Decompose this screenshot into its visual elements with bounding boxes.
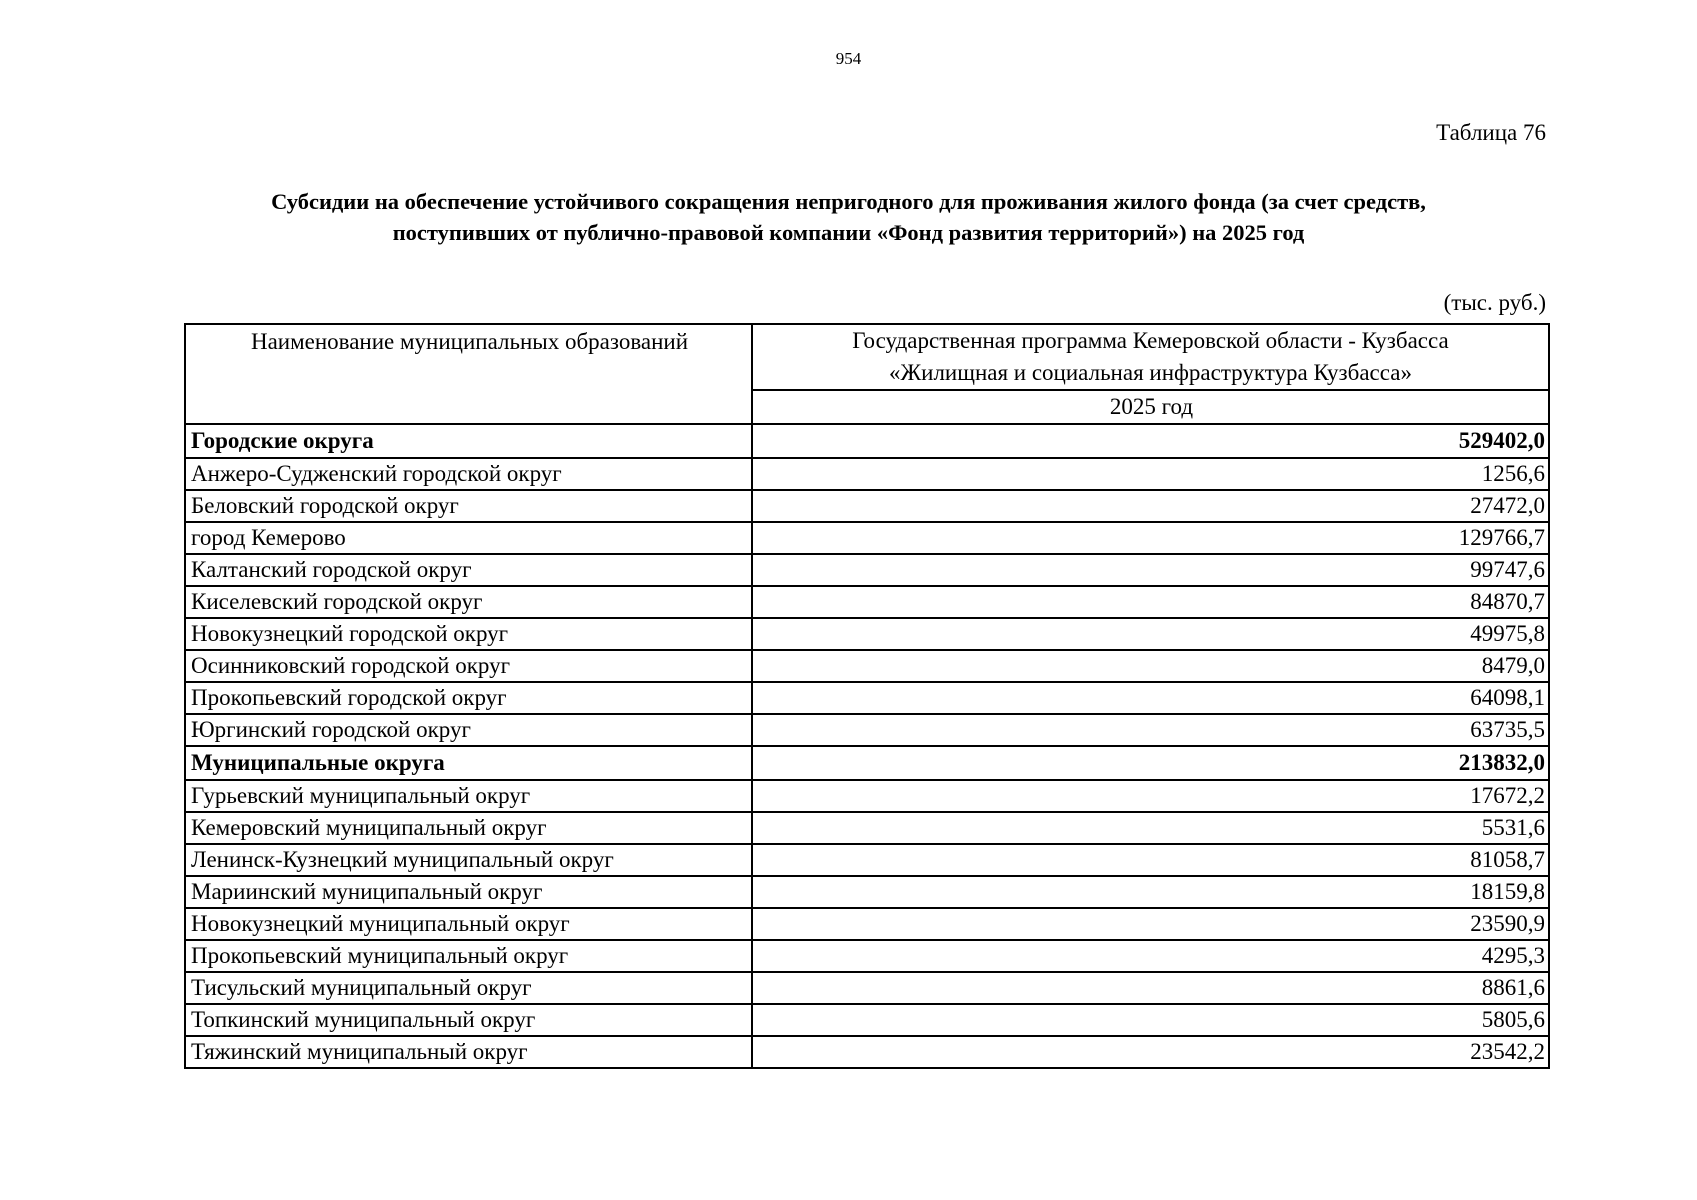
amount-cell: 99747,6	[752, 554, 1549, 586]
table-row	[185, 972, 1549, 1004]
municipality-name-cell: Калтанский городской округ	[185, 554, 752, 586]
table-row	[185, 554, 1549, 586]
municipality-name-cell: город Кемерово	[185, 522, 752, 554]
amount-cell: 8861,6	[752, 972, 1549, 1004]
header-year: 2025 год	[752, 390, 1549, 424]
table-row	[185, 586, 1549, 618]
amount-cell: 18159,8	[752, 876, 1549, 908]
amount-cell: 5531,6	[752, 812, 1549, 844]
municipality-name-cell: Новокузнецкий городской округ	[185, 618, 752, 650]
amount-cell: 84870,7	[752, 586, 1549, 618]
municipality-name-cell: Осинниковский городской округ	[185, 650, 752, 682]
title-line-2: поступивших от публично-правовой компании «Фонд развития территорий») на 2025 год	[392, 220, 1305, 245]
table-label: Таблица 76	[1436, 120, 1546, 145]
amount-cell: 8479,0	[752, 650, 1549, 682]
amount-cell: 23590,9	[752, 908, 1549, 940]
amount-cell: 23542,2	[752, 1036, 1549, 1068]
header-program	[752, 324, 1549, 390]
municipality-name-cell: Мариинский муниципальный округ	[185, 876, 752, 908]
municipality-name-cell: Кемеровский муниципальный округ	[185, 812, 752, 844]
amount-cell: 81058,7	[752, 844, 1549, 876]
page-number: 954	[835, 49, 862, 68]
table-row	[185, 1036, 1549, 1068]
municipality-name-cell: Топкинский муниципальный округ	[185, 1004, 752, 1036]
header-municipality-name: Наименование муниципальных образований	[185, 324, 752, 424]
table-row	[185, 1004, 1549, 1036]
units-label: (тыс. руб.)	[1443, 290, 1546, 315]
table-row	[185, 780, 1549, 812]
table-row	[185, 940, 1549, 972]
table-row	[185, 618, 1549, 650]
municipality-name-cell: Ленинск-Кузнецкий муниципальный округ	[185, 844, 752, 876]
amount-cell: 4295,3	[752, 940, 1549, 972]
table-row	[185, 650, 1549, 682]
amount-cell: 64098,1	[752, 682, 1549, 714]
table-row	[185, 812, 1549, 844]
municipality-name-cell: Новокузнецкий муниципальный округ	[185, 908, 752, 940]
municipality-name-cell: Муниципальные округа	[185, 746, 752, 780]
table-row	[185, 714, 1549, 746]
municipality-name-cell: Анжеро-Судженский городской округ	[185, 458, 752, 490]
municipality-name-cell: Прокопьевский муниципальный округ	[185, 940, 752, 972]
table-row	[185, 490, 1549, 522]
table-group-row	[185, 746, 1549, 780]
municipality-name-cell: Тяжинский муниципальный округ	[185, 1036, 752, 1068]
amount-cell: 129766,7	[752, 522, 1549, 554]
table-body	[185, 424, 1549, 1068]
amount-cell: 529402,0	[752, 424, 1549, 458]
document-title	[160, 186, 1537, 248]
table-row	[185, 876, 1549, 908]
municipality-name-cell: Киселевский городской округ	[185, 586, 752, 618]
amount-cell: 63735,5	[752, 714, 1549, 746]
table-row	[185, 844, 1549, 876]
amount-cell: 5805,6	[752, 1004, 1549, 1036]
header-program-line-2: «Жилищная и социальная инфраструктура Кузбасса»	[889, 360, 1412, 385]
table-row	[185, 908, 1549, 940]
title-line-1: Субсидии на обеспечение устойчивого сокращения непригодного для проживания жилого фонда (за счет средств,	[271, 189, 1426, 214]
municipality-name-cell: Юргинский городской округ	[185, 714, 752, 746]
municipality-name-cell: Городские округа	[185, 424, 752, 458]
subsidy-table	[184, 323, 1550, 1069]
municipality-name-cell: Гурьевский муниципальный округ	[185, 780, 752, 812]
municipality-name-cell: Беловский городской округ	[185, 490, 752, 522]
table-row	[185, 522, 1549, 554]
amount-cell: 27472,0	[752, 490, 1549, 522]
amount-cell: 213832,0	[752, 746, 1549, 780]
amount-cell: 49975,8	[752, 618, 1549, 650]
municipality-name-cell: Тисульский муниципальный округ	[185, 972, 752, 1004]
table-group-row	[185, 424, 1549, 458]
amount-cell: 17672,2	[752, 780, 1549, 812]
table-row	[185, 682, 1549, 714]
table-row	[185, 458, 1549, 490]
amount-cell: 1256,6	[752, 458, 1549, 490]
header-program-line-1: Государственная программа Кемеровской области - Кузбасса	[852, 328, 1449, 353]
municipality-name-cell: Прокопьевский городской округ	[185, 682, 752, 714]
